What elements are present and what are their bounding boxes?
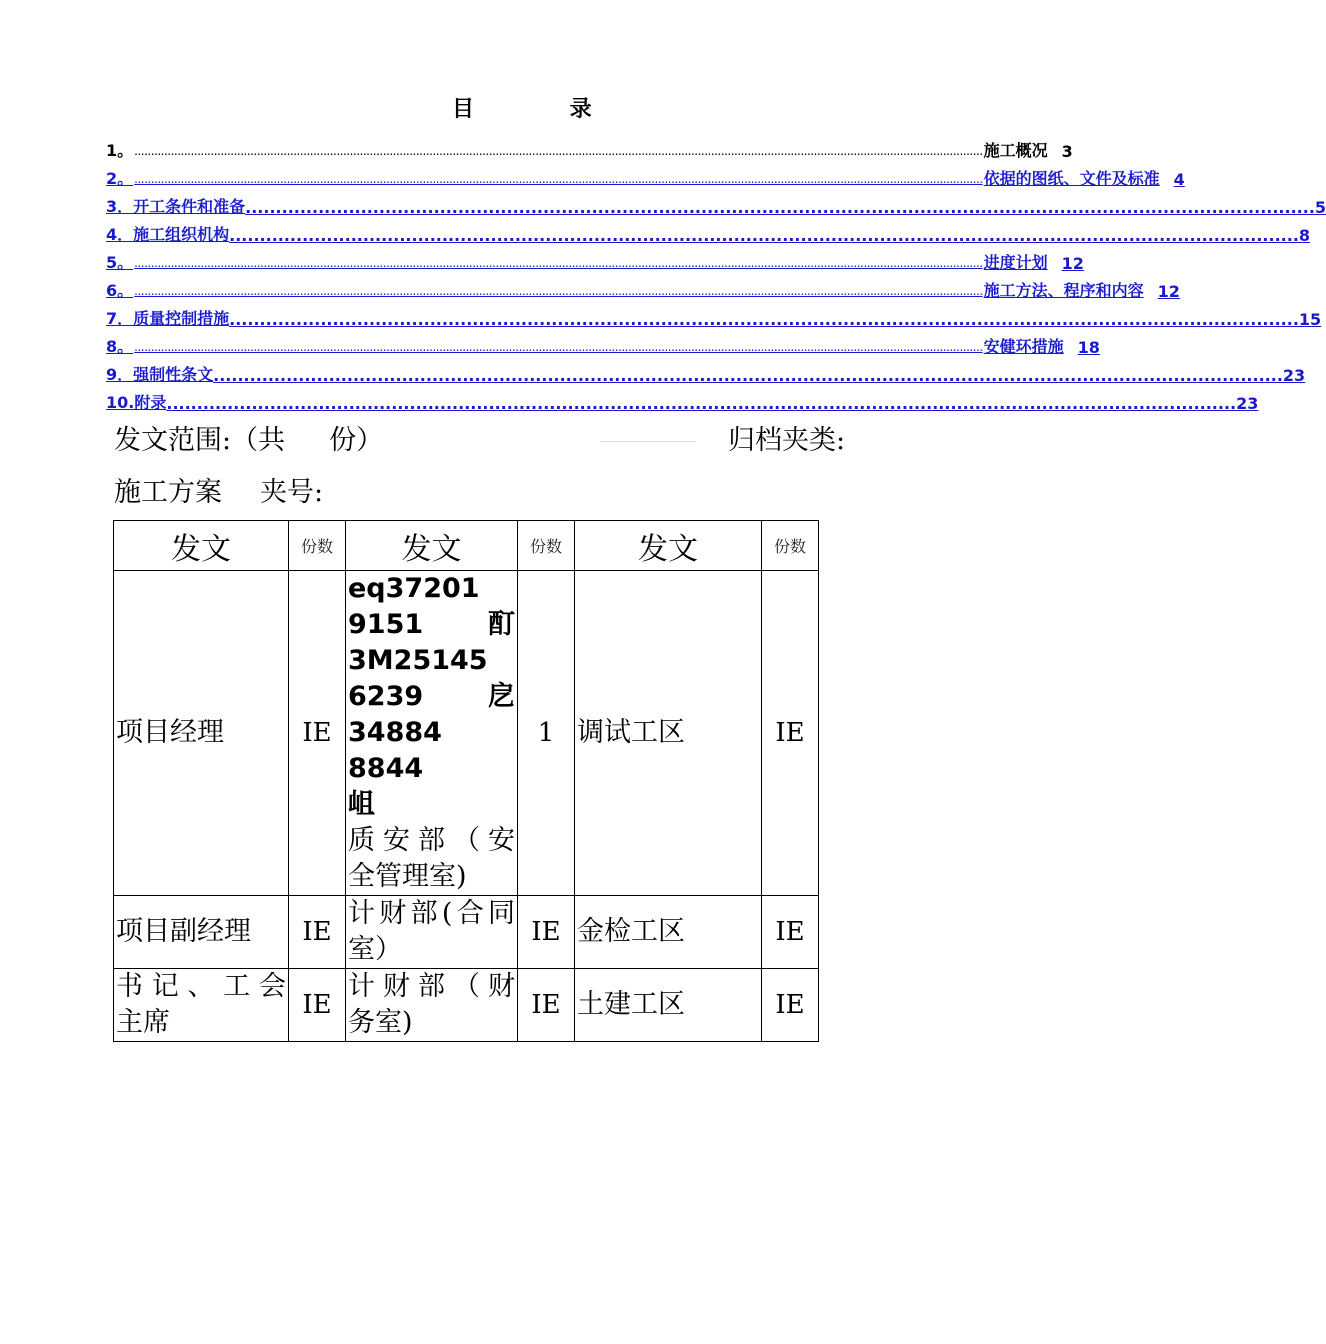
toc-leader-dots: ................................................................................................................................................................................................................................................................ bbox=[134, 172, 983, 186]
toc-item-number: 9．强制性条文 bbox=[106, 365, 214, 384]
table-row bbox=[114, 571, 819, 896]
toc-item-10[interactable] bbox=[106, 389, 1259, 413]
archive-category: 归档夹类: bbox=[728, 425, 846, 456]
toc-item-number: 5。 bbox=[106, 253, 134, 272]
toc-item-number: 6。 bbox=[106, 281, 134, 300]
toc-item-page: 3 bbox=[1061, 142, 1073, 161]
cell-line: 34884 8844 bbox=[348, 717, 442, 784]
toc-leader-dots: ................................................................................................................................................................................ bbox=[229, 226, 1299, 245]
toc-item-2[interactable] bbox=[106, 165, 1185, 189]
cell-line: 计财部(合同 bbox=[348, 898, 515, 929]
column-header: 发文 bbox=[346, 521, 518, 571]
copies-cell: IE bbox=[762, 896, 819, 969]
toc-item-7[interactable] bbox=[106, 305, 1322, 329]
cell-line: 主席 bbox=[116, 1007, 170, 1038]
copies-cell: IE bbox=[762, 969, 819, 1042]
cell-line: 务室) bbox=[348, 1007, 413, 1038]
copies-cell: IE bbox=[762, 571, 819, 896]
column-header: 份数 bbox=[289, 521, 346, 571]
toc-item-label: 安健环措施 bbox=[983, 337, 1064, 356]
distribution-scope bbox=[114, 418, 383, 457]
toc-item-number: 7．质量控制措施 bbox=[106, 309, 230, 328]
cell-line: 岨 bbox=[348, 789, 375, 820]
cell-line: 6239 戹 bbox=[348, 681, 515, 712]
toc-item-number: 3．开工条件和准备 bbox=[106, 197, 246, 216]
copies-cell: IE bbox=[289, 969, 346, 1042]
recipient-cell: 调试工区 bbox=[575, 571, 762, 896]
toc-item-number: 2。 bbox=[106, 169, 134, 188]
toc-leader-dots: ................................................................................................................................................................................................................................................................ bbox=[134, 256, 983, 270]
column-header: 份数 bbox=[762, 521, 819, 571]
copies-cell: IE bbox=[289, 896, 346, 969]
toc-leader-dots: ................................................................................................................................................................................ bbox=[229, 310, 1299, 329]
toc-item-page: 23 bbox=[1282, 366, 1306, 385]
toc-item-page: 12 bbox=[1157, 282, 1180, 301]
toc-item-number: 1。 bbox=[106, 141, 134, 160]
toc-leader-dots: ................................................................................................................................................................................................................................................................ bbox=[134, 284, 983, 298]
toc-item-9[interactable] bbox=[106, 361, 1306, 385]
toc-item-page: 15 bbox=[1298, 310, 1322, 329]
toc-item-page: 5 bbox=[1314, 198, 1326, 217]
recipient-cell: 金检工区 bbox=[575, 896, 762, 969]
toc-item-1[interactable] bbox=[106, 137, 1073, 161]
toc-leader-dots: ................................................................................................................................................................................................................................................................ bbox=[134, 144, 983, 158]
cell-line: 全管理室) bbox=[348, 861, 467, 892]
recipient-cell bbox=[346, 969, 518, 1042]
table-row bbox=[114, 969, 819, 1042]
cell-line: 质安部（安 bbox=[348, 825, 515, 856]
cell-line: eq37201 bbox=[348, 573, 480, 604]
toc-item-4[interactable] bbox=[106, 221, 1311, 245]
cell-line: 计财部（财 bbox=[348, 971, 515, 1002]
copies-cell: 1 bbox=[518, 571, 575, 896]
table-header-row bbox=[114, 521, 819, 571]
recipient-cell: 项目副经理 bbox=[114, 896, 289, 969]
scheme-folder-line bbox=[114, 470, 323, 509]
toc-leader-dots: ................................................................................................................................................................................ bbox=[245, 198, 1315, 217]
toc-item-3[interactable] bbox=[106, 193, 1326, 217]
column-header: 份数 bbox=[518, 521, 575, 571]
toc-item-8[interactable] bbox=[106, 333, 1100, 357]
toc-item-label: 进度计划 bbox=[983, 253, 1048, 272]
toc-leader-dots: ................................................................................................................................................................................ bbox=[166, 394, 1237, 413]
recipient-cell: 项目经理 bbox=[114, 571, 289, 896]
distribution-scope-label: 发文范围:（共 bbox=[114, 425, 286, 456]
column-header: 发文 bbox=[114, 521, 289, 571]
toc-item-5[interactable] bbox=[106, 249, 1084, 273]
toc-item-6[interactable] bbox=[106, 277, 1180, 301]
toc-item-page: 4 bbox=[1173, 170, 1185, 189]
copies-cell: IE bbox=[518, 896, 575, 969]
toc-item-page: 12 bbox=[1061, 254, 1084, 273]
toc-title: 目 录 bbox=[452, 97, 636, 122]
toc-item-number: 8。 bbox=[106, 337, 134, 356]
folder-number-label: 夹号: bbox=[260, 477, 324, 508]
toc-item-number: 10.附录 bbox=[106, 393, 167, 412]
toc-item-label: 施工方法、程序和内容 bbox=[983, 281, 1144, 300]
copies-cell: IE bbox=[518, 969, 575, 1042]
copies-cell: IE bbox=[289, 571, 346, 896]
toc-leader-dots: ................................................................................................................................................................................................................................................................ bbox=[134, 340, 983, 354]
toc-item-page: 8 bbox=[1298, 226, 1311, 245]
toc-leader-dots: ................................................................................................................................................................................ bbox=[213, 366, 1283, 385]
recipient-cell bbox=[346, 571, 518, 896]
cell-line: 书记、工会 bbox=[116, 971, 286, 1002]
cell-line: 室） bbox=[348, 934, 402, 965]
distribution-table bbox=[113, 520, 819, 1042]
recipient-cell bbox=[114, 969, 289, 1042]
blank-line bbox=[600, 441, 696, 442]
table-row bbox=[114, 896, 819, 969]
toc-item-label: 依据的图纸、文件及标准 bbox=[983, 169, 1160, 188]
cell-line: 9151 酊 bbox=[348, 609, 515, 640]
cell-line: 3M25145 bbox=[348, 645, 488, 676]
toc-item-label: 施工概况 bbox=[983, 141, 1048, 160]
recipient-cell bbox=[346, 896, 518, 969]
column-header: 发文 bbox=[575, 521, 762, 571]
distribution-scope-copies: 份） bbox=[329, 425, 384, 456]
toc-item-number: 4．施工组织机构 bbox=[106, 225, 230, 244]
recipient-cell: 土建工区 bbox=[575, 969, 762, 1042]
scheme-label: 施工方案 bbox=[114, 477, 222, 508]
toc-item-page: 23 bbox=[1236, 394, 1259, 413]
toc-item-page: 18 bbox=[1077, 338, 1100, 357]
